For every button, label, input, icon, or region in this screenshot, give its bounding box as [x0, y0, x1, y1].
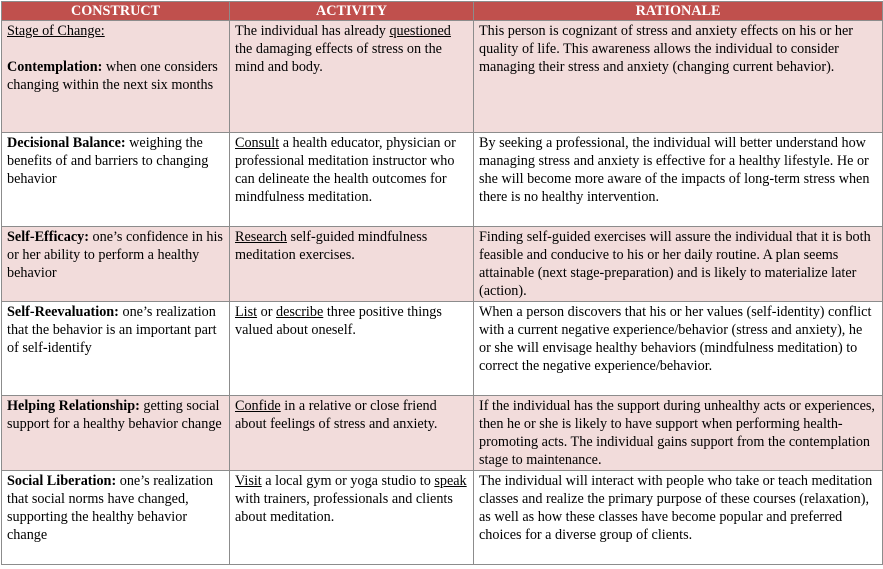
activity-verb: Confide — [235, 398, 281, 414]
construct-cell — [2, 302, 230, 396]
construct-term: Decisional Balance: — [7, 135, 126, 151]
rationale-cell: By seeking a professional, the individual will better understand how managing stress and anxiety is effective for a healthy lifestyle. He or she will become more aware of the impacts of long-term stress when there is no healthy intervention. — [474, 133, 883, 227]
table-row — [2, 227, 883, 302]
construct-desc: one’s realization that social norms have changed, supporting the healthy behavior change — [7, 473, 214, 543]
activity-cell — [230, 21, 474, 133]
construct-desc: getting social support for a healthy behavior change — [7, 398, 222, 432]
construct-term: Helping Relationship: — [7, 398, 140, 414]
activity-verb: questioned — [389, 23, 451, 39]
activity-verb: Research — [235, 229, 287, 245]
table-row — [2, 471, 883, 565]
activity-post: three positive things valued about oneself. — [235, 304, 442, 338]
table-row — [2, 302, 883, 396]
table-row — [2, 396, 883, 471]
header-rationale: RATIONALE — [474, 2, 883, 21]
table-row — [2, 21, 883, 133]
activity-verb-2: speak — [434, 473, 467, 489]
activity-mid: a local gym or yoga studio to — [261, 473, 435, 489]
construct-desc: one’s realization that the behavior is an important part of self-identify — [7, 304, 217, 356]
activity-verb-2: describe — [276, 304, 324, 320]
activity-cell — [230, 227, 474, 302]
construct-term: Self-Reevaluation: — [7, 304, 119, 320]
activity-cell — [230, 133, 474, 227]
activity-verb: List — [235, 304, 258, 320]
activity-mid: or — [257, 304, 276, 320]
activity-verb: Consult — [235, 135, 280, 151]
rationale-cell: This person is cognizant of stress and anxiety effects on his or her quality of life. This awareness allows the individual to consider managing their stress and anxiety (changing current behavior). — [474, 21, 883, 133]
rationale-cell: When a person discovers that his or her values (self-identity) conflict with a current negative experience/behavior (stress and anxiety), he or she will envisage healthy behaviors (mindfulness meditation) to correct the negative experience/behavior. — [474, 302, 883, 396]
activity-cell — [230, 471, 474, 565]
construct-cell — [2, 227, 230, 302]
construct-term: Self-Efficacy: — [7, 229, 89, 245]
activity-post: in a relative or close friend about feelings of stress and anxiety. — [235, 398, 438, 432]
construct-cell — [2, 396, 230, 471]
rationale-cell: The individual will interact with people who take or teach meditation classes and realize the primary purpose of these courses (relaxation), as well as how these classes have become popular and preferred choices for a diverse group of clients. — [474, 471, 883, 565]
rationale-cell: Finding self-guided exercises will assure the individual that it is both feasible and conducive to his or her daily routine. A plan seems attainable (next stage-preparation) and is likely to materialize later (action). — [474, 227, 883, 302]
activity-post: with trainers, professionals and clients about meditation. — [235, 491, 453, 525]
header-activity: ACTIVITY — [230, 2, 474, 21]
construct-desc: when one considers changing within the next six months — [7, 59, 218, 93]
header-row — [2, 2, 883, 21]
activity-post: the damaging effects of stress on the mind and body. — [235, 41, 442, 75]
construct-desc: weighing the benefits of and barriers to changing behavior — [7, 135, 209, 187]
construct-cell — [2, 133, 230, 227]
header-construct: CONSTRUCT — [2, 2, 230, 21]
rationale-cell: If the individual has the support during unhealthy acts or experiences, then he or she is likely to have support when performing health-promoting acts. The individual gains support from the contemplation stage to maintenance. — [474, 396, 883, 471]
construct-desc: one’s confidence in his or her ability to perform a healthy behavior — [7, 229, 223, 281]
construct-term: Social Liberation: — [7, 473, 117, 489]
activity-pre: The individual has already — [235, 23, 390, 39]
construct-term: Contemplation: — [7, 59, 103, 75]
activity-cell — [230, 302, 474, 396]
stage-of-change-label: Stage of Change: — [7, 23, 105, 39]
table-row — [2, 133, 883, 227]
activity-cell — [230, 396, 474, 471]
activity-post: self-guided mindfulness meditation exercises. — [235, 229, 428, 263]
activity-post: a health educator, physician or professional meditation instructor who can delineate the health outcomes for mindfulness meditation. — [235, 135, 456, 205]
activity-verb: Visit — [235, 473, 262, 489]
construct-cell — [2, 21, 230, 133]
tm-construct-table — [1, 1, 883, 565]
construct-cell — [2, 471, 230, 565]
